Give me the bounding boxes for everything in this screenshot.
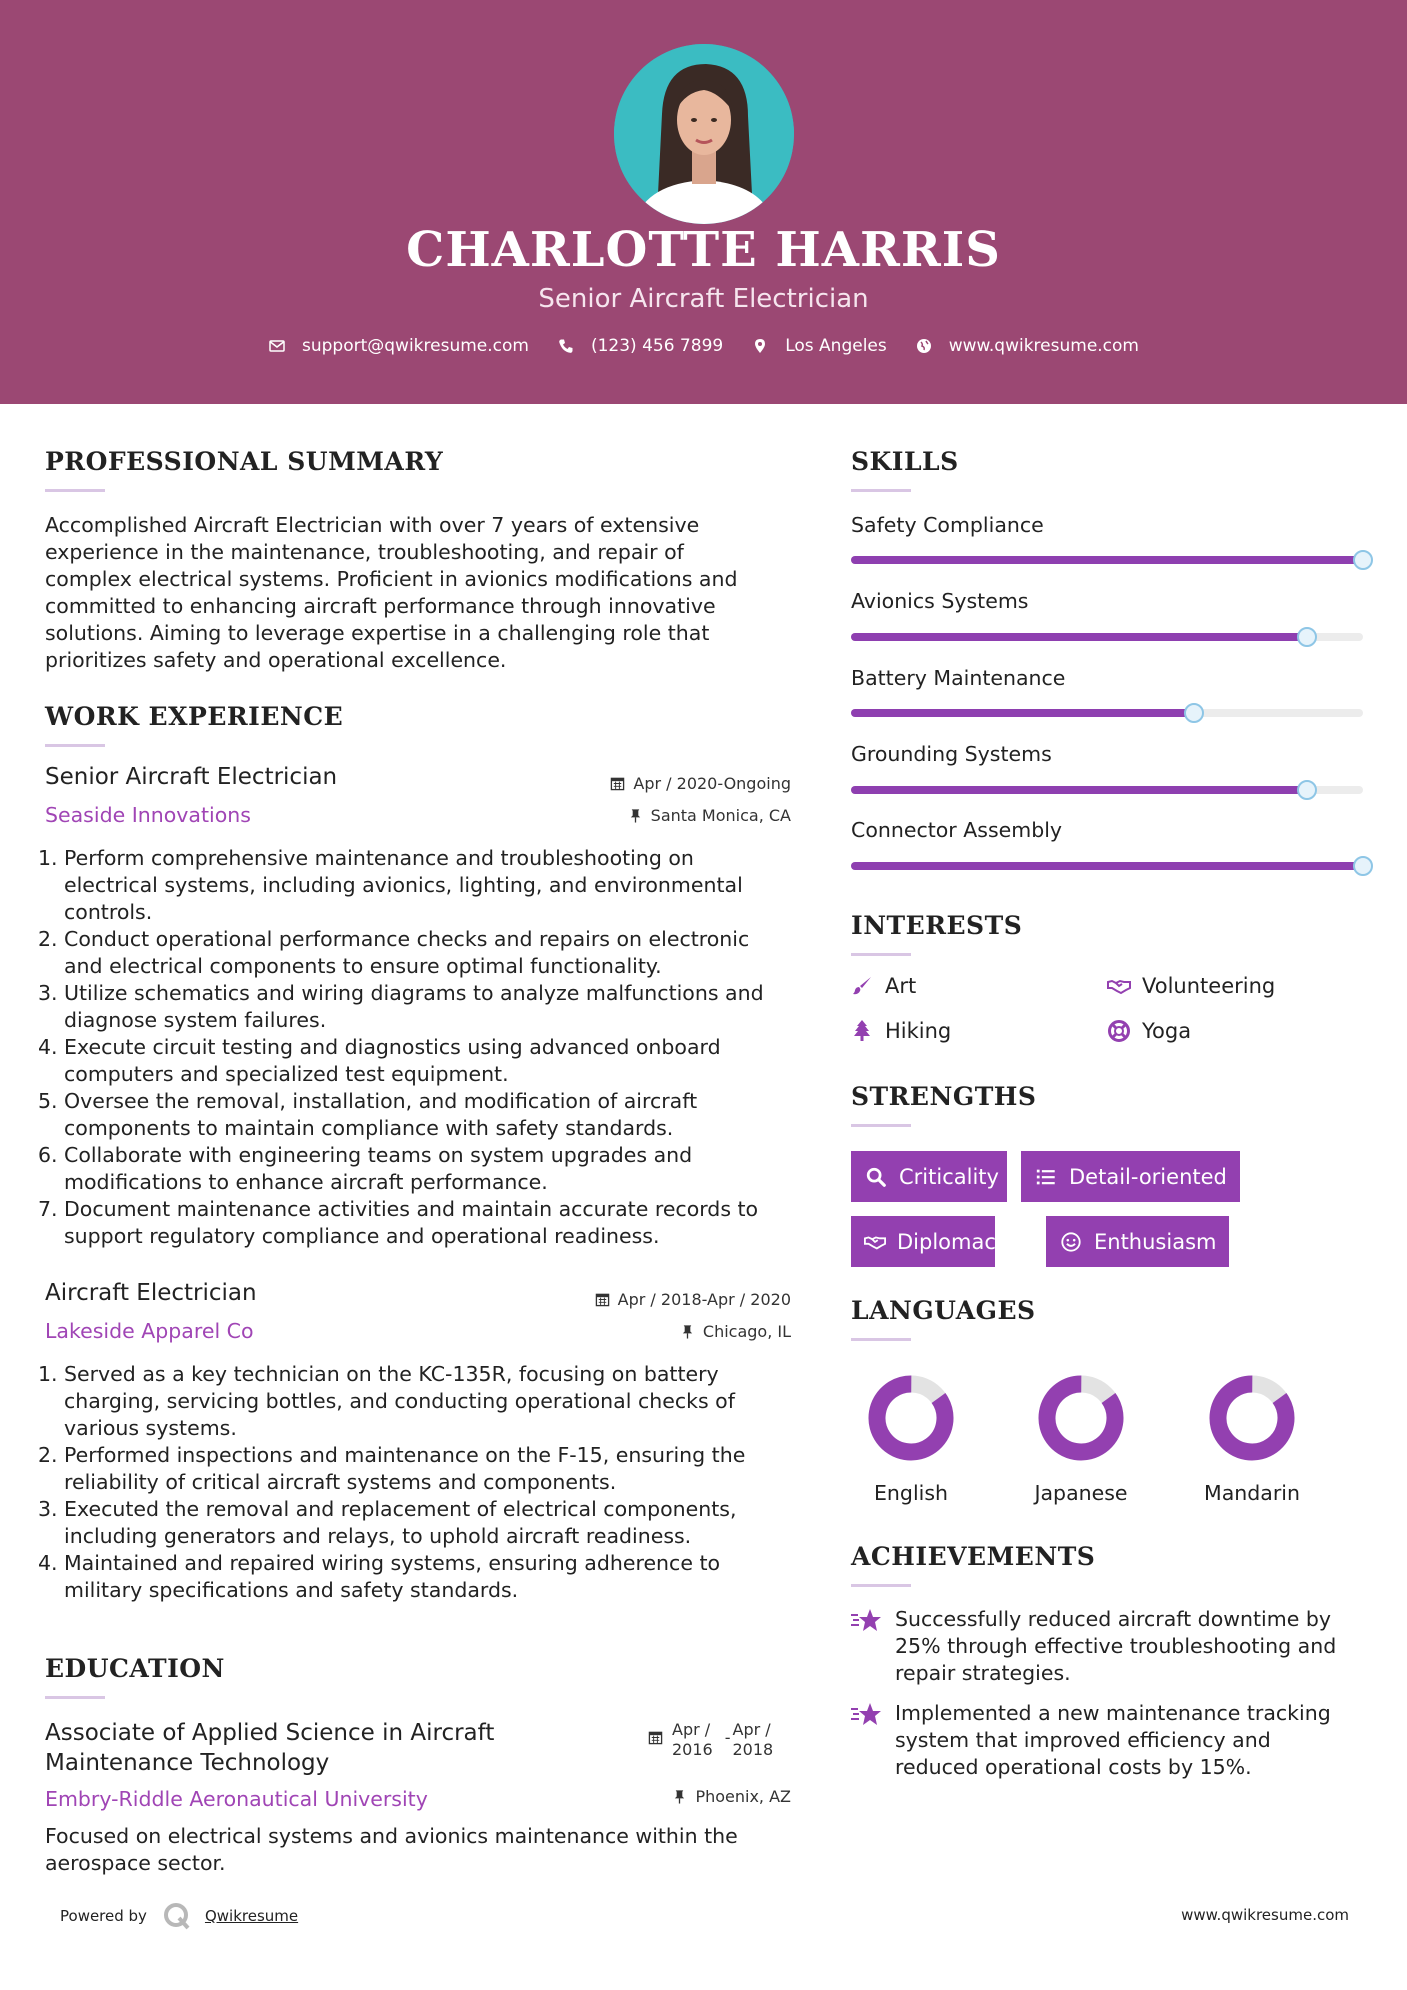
list-item-text: Performed inspections and maintenance on the F-15, ensuring the reliability of critical aircraft systems and components.: [64, 1443, 746, 1494]
language-label: Japanese: [1034, 1481, 1128, 1505]
education-start: [672, 1720, 713, 1760]
language-item: [1177, 1373, 1327, 1505]
education-end: [733, 1720, 774, 1760]
list-item-text: Collaborate with engineering teams on system upgrades and modifications to enhance aircraft performance.: [64, 1143, 693, 1194]
tree-icon: [849, 1018, 875, 1044]
interest-item: [849, 973, 916, 999]
list-item-text: Execute circuit testing and diagnostics using advanced onboard computers and specialized test equipment.: [64, 1035, 721, 1086]
list-item: 7. Document maintenance activities and maintain accurate records to support regulatory compliance and operational readiness.: [38, 1197, 759, 1248]
handshake-icon: [1106, 973, 1132, 999]
qwikresume-logo-icon: [163, 1902, 191, 1930]
skill-bar: [851, 709, 1363, 717]
pushpin-icon: [680, 1324, 696, 1340]
education-location-text: Phoenix, AZ: [695, 1787, 791, 1806]
list-item: 2. Conduct operational performance checks and repairs on electronic and electrical components to ensure optimal functionality.: [38, 927, 750, 978]
skill-bar-knob: [1353, 550, 1373, 570]
job-location: [540, 1322, 791, 1341]
skill-bar: [851, 633, 1363, 641]
list-item: 2. Performed inspections and maintenance on the F-15, ensuring the reliability of critical aircraft systems and components.: [38, 1443, 746, 1494]
job-bullets: [38, 845, 790, 1250]
contact-email-text: support@qwikresume.com: [302, 336, 529, 356]
strengths-heading: STRENGTHS: [851, 1082, 1037, 1111]
skill-bar-fill: [851, 556, 1363, 564]
list-item-text: Utilize schematics and wiring diagrams to analyze malfunctions and diagnose system failures.: [64, 981, 764, 1032]
job-bullets: [38, 1361, 790, 1604]
language-item: [1006, 1373, 1156, 1505]
handshake-icon: [864, 1230, 886, 1254]
footer-website[interactable]: www.qwikresume.com: [1181, 1906, 1349, 1924]
pushpin-icon: [628, 808, 644, 824]
interest-item: [1106, 1018, 1191, 1044]
strength-chip: [1021, 1151, 1240, 1202]
job-location: [540, 806, 791, 825]
skill-bar-fill: [851, 709, 1194, 717]
list-item-text: Perform comprehensive maintenance and troubleshooting on electrical systems, including avionics, lighting, and environmental controls.: [64, 846, 743, 924]
strength-chip: [1046, 1216, 1229, 1267]
job-dates: [540, 774, 791, 793]
skill-bar-fill: [851, 633, 1307, 641]
skill-label: Connector Assembly: [851, 818, 1063, 842]
strength-chip: [851, 1216, 1009, 1267]
interest-label: Volunteering: [1142, 974, 1276, 998]
contact-phone-text: (123) 456 7899: [590, 336, 724, 356]
education-end-month: Apr /: [732, 1720, 771, 1739]
strength-label: Detail-oriented: [1069, 1164, 1227, 1189]
achievement-text: Successfully reduced aircraft downtime by 25% through effective troubleshooting and repair strategies.: [895, 1607, 1337, 1685]
achievement-item: [849, 1700, 1355, 1781]
job-location-text: Chicago, IL: [702, 1322, 791, 1341]
education-degree-line2: Maintenance Technology: [45, 1750, 330, 1776]
achievement-item: [849, 1606, 1355, 1687]
summary-heading: PROFESSIONAL SUMMARY: [45, 447, 444, 476]
language-label: Mandarin: [1204, 1481, 1300, 1505]
job-dates-text: Apr / 2018-Apr / 2020: [617, 1290, 791, 1309]
languages-heading: LANGUAGES: [851, 1296, 1036, 1325]
languages-underline: [851, 1338, 911, 1341]
education-start-year: 2016: [672, 1740, 713, 1759]
envelope-icon: [268, 337, 286, 355]
skills-heading: SKILLS: [851, 447, 959, 476]
resume-header: [0, 0, 1407, 404]
skill-bar-knob: [1297, 627, 1317, 647]
language-donut-fill: [1036, 1373, 1126, 1463]
smile-icon: [1059, 1230, 1083, 1254]
interest-label: Hiking: [885, 1019, 952, 1043]
education-degree-line1: Associate of Applied Science in Aircraft: [45, 1720, 495, 1746]
list-item-text: Served as a key technician on the KC-135R, focusing on battery charging, servicing bottles, and conducting operational checks of various systems.: [64, 1362, 735, 1440]
education-dates: [648, 1720, 773, 1760]
list-item: 6. Collaborate with engineering teams on system upgrades and modifications to enhance aircraft performance.: [38, 1143, 693, 1194]
calendar-icon: [610, 776, 626, 792]
education-heading: EDUCATION: [45, 1654, 225, 1683]
job-title: Senior Aircraft Electrician: [45, 764, 338, 790]
job-company: Lakeside Apparel Co: [45, 1319, 254, 1343]
interest-item: [1106, 973, 1275, 999]
contact-location: [751, 336, 887, 356]
education-date-dash: -: [724, 1728, 731, 1747]
brand-link[interactable]: Qwikresume: [204, 1907, 299, 1925]
education-school: Embry-Riddle Aeronautical University: [45, 1787, 428, 1811]
skill-bar: [851, 786, 1363, 794]
skill-bar: [851, 556, 1363, 564]
life-ring-icon: [1106, 1018, 1132, 1044]
language-donut-fill: [1207, 1373, 1297, 1463]
candidate-name: CHARLOTTE HARRIS: [406, 222, 1001, 278]
list-item: 4. Maintained and repaired wiring systems, ensuring adherence to military specifications and safety standards.: [38, 1551, 721, 1602]
education-start-month: Apr /: [672, 1720, 711, 1739]
interests-heading: INTERESTS: [851, 911, 1023, 940]
language-donut: [866, 1373, 956, 1463]
strengths-underline: [851, 1124, 911, 1127]
achievement-text: Implemented a new maintenance tracking system that improved efficiency and reduced operational costs by 15%.: [895, 1701, 1331, 1779]
skill-label: Grounding Systems: [851, 742, 1052, 766]
strength-label: Diplomacy: [897, 1229, 1009, 1254]
education-location: [540, 1787, 791, 1806]
list-item: 5. Oversee the removal, installation, and modification of aircraft components to maintain compliance with safety standards.: [38, 1089, 698, 1140]
experience-heading: WORK EXPERIENCE: [45, 702, 344, 731]
skill-label: Avionics Systems: [851, 589, 1029, 613]
job-dates-text: Apr / 2020-Ongoing: [633, 774, 791, 793]
education-description: Focused on electrical systems and avionics maintenance within the aerospace sector.: [45, 1824, 738, 1875]
contact-phone[interactable]: [557, 336, 723, 356]
language-label: English: [873, 1481, 949, 1505]
candidate-title: Senior Aircraft Electrician: [538, 284, 869, 314]
contact-email[interactable]: [268, 336, 529, 356]
list-item-text: Executed the removal and replacement of electrical components, including generators and relays, to uphold aircraft readiness.: [64, 1497, 737, 1548]
footer-powered-by: [60, 1902, 298, 1930]
list-item: 3. Executed the removal and replacement of electrical components, including generators and relays, to uphold aircraft readiness.: [38, 1497, 737, 1548]
list-item-text: Conduct operational performance checks and repairs on electronic and electrical components to ensure optimal functionality.: [64, 927, 750, 978]
skill-bar-fill: [851, 862, 1363, 870]
strength-label: Criticality: [899, 1164, 999, 1189]
star-icon: [849, 1700, 883, 1730]
skills-underline: [851, 489, 911, 492]
calendar-icon: [595, 1292, 611, 1308]
achievements-underline: [851, 1584, 911, 1587]
list-item-text: Maintained and repaired wiring systems, ensuring adherence to military specifications and safety standards.: [64, 1551, 721, 1602]
job-location-text: Santa Monica, CA: [650, 806, 791, 825]
job-title: Aircraft Electrician: [45, 1280, 257, 1306]
education-degree: [45, 1718, 605, 1778]
education-end-year: 2018: [732, 1740, 774, 1759]
interest-label: Art: [885, 974, 917, 998]
job-company: Seaside Innovations: [45, 803, 251, 827]
list-item: 1. Served as a key technician on the KC-135R, focusing on battery charging, servicing bottles, and conducting operational checks of various systems.: [38, 1362, 735, 1440]
phone-icon: [557, 337, 575, 355]
list-icon: [1034, 1165, 1058, 1189]
list-item-text: Oversee the removal, installation, and modification of aircraft components to maintain compliance with safety standards.: [64, 1089, 698, 1140]
profile-photo: [614, 44, 794, 224]
star-icon: [849, 1606, 883, 1636]
pushpin-icon: [672, 1789, 688, 1805]
skill-bar-knob: [1184, 703, 1204, 723]
search-icon: [864, 1165, 888, 1189]
globe-icon: [915, 337, 933, 355]
skill-bar: [851, 862, 1363, 870]
education-underline: [45, 1696, 105, 1699]
strength-label: Enthusiasm: [1094, 1229, 1217, 1254]
contact-bar: [0, 336, 1407, 356]
contact-website-text: www.qwikresume.com: [948, 336, 1139, 356]
interest-item: [849, 1018, 951, 1044]
skill-bar-knob: [1297, 780, 1317, 800]
language-donut: [1036, 1373, 1126, 1463]
list-item-text: Document maintenance activities and maintain accurate records to support regulatory compliance and operational readiness.: [64, 1197, 759, 1248]
experience-underline: [45, 744, 105, 747]
interest-label: Yoga: [1142, 1019, 1192, 1043]
language-donut: [1207, 1373, 1297, 1463]
achievements-heading: ACHIEVEMENTS: [851, 1542, 1096, 1571]
list-item: 3. Utilize schematics and wiring diagrams to analyze malfunctions and diagnose system failures.: [38, 981, 764, 1032]
paintbrush-icon: [849, 973, 875, 999]
list-item: 4. Execute circuit testing and diagnostics using advanced onboard computers and specialized test equipment.: [38, 1035, 721, 1086]
contact-website[interactable]: [915, 336, 1139, 356]
map-marker-icon: [751, 337, 769, 355]
skill-bar-knob: [1353, 856, 1373, 876]
skill-label: Safety Compliance: [851, 513, 1044, 537]
list-item: 1. Perform comprehensive maintenance and troubleshooting on electrical systems, including avionics, lighting, and environmental controls.: [38, 846, 743, 924]
interests-underline: [851, 953, 911, 956]
language-donut-fill: [866, 1373, 956, 1463]
calendar-icon: [648, 1730, 664, 1746]
summary-text: Accomplished Aircraft Electrician with over 7 years of extensive experience in the maintenance, troubleshooting, and repair of complex electrical systems. Proficient in avionics modifications and committed to enhancing aircraft performance through innovative solutions. Aiming to leverage expertise in a challenging role that prioritizes safety and operational excellence.: [45, 513, 738, 672]
powered-by-label: Powered by: [60, 1907, 147, 1925]
strength-chip: [851, 1151, 1007, 1202]
language-item: [836, 1373, 986, 1505]
skill-label: Battery Maintenance: [851, 666, 1066, 690]
job-dates: [540, 1290, 791, 1309]
contact-location-text: Los Angeles: [785, 336, 887, 356]
summary-underline: [45, 489, 105, 492]
skill-bar-fill: [851, 786, 1307, 794]
